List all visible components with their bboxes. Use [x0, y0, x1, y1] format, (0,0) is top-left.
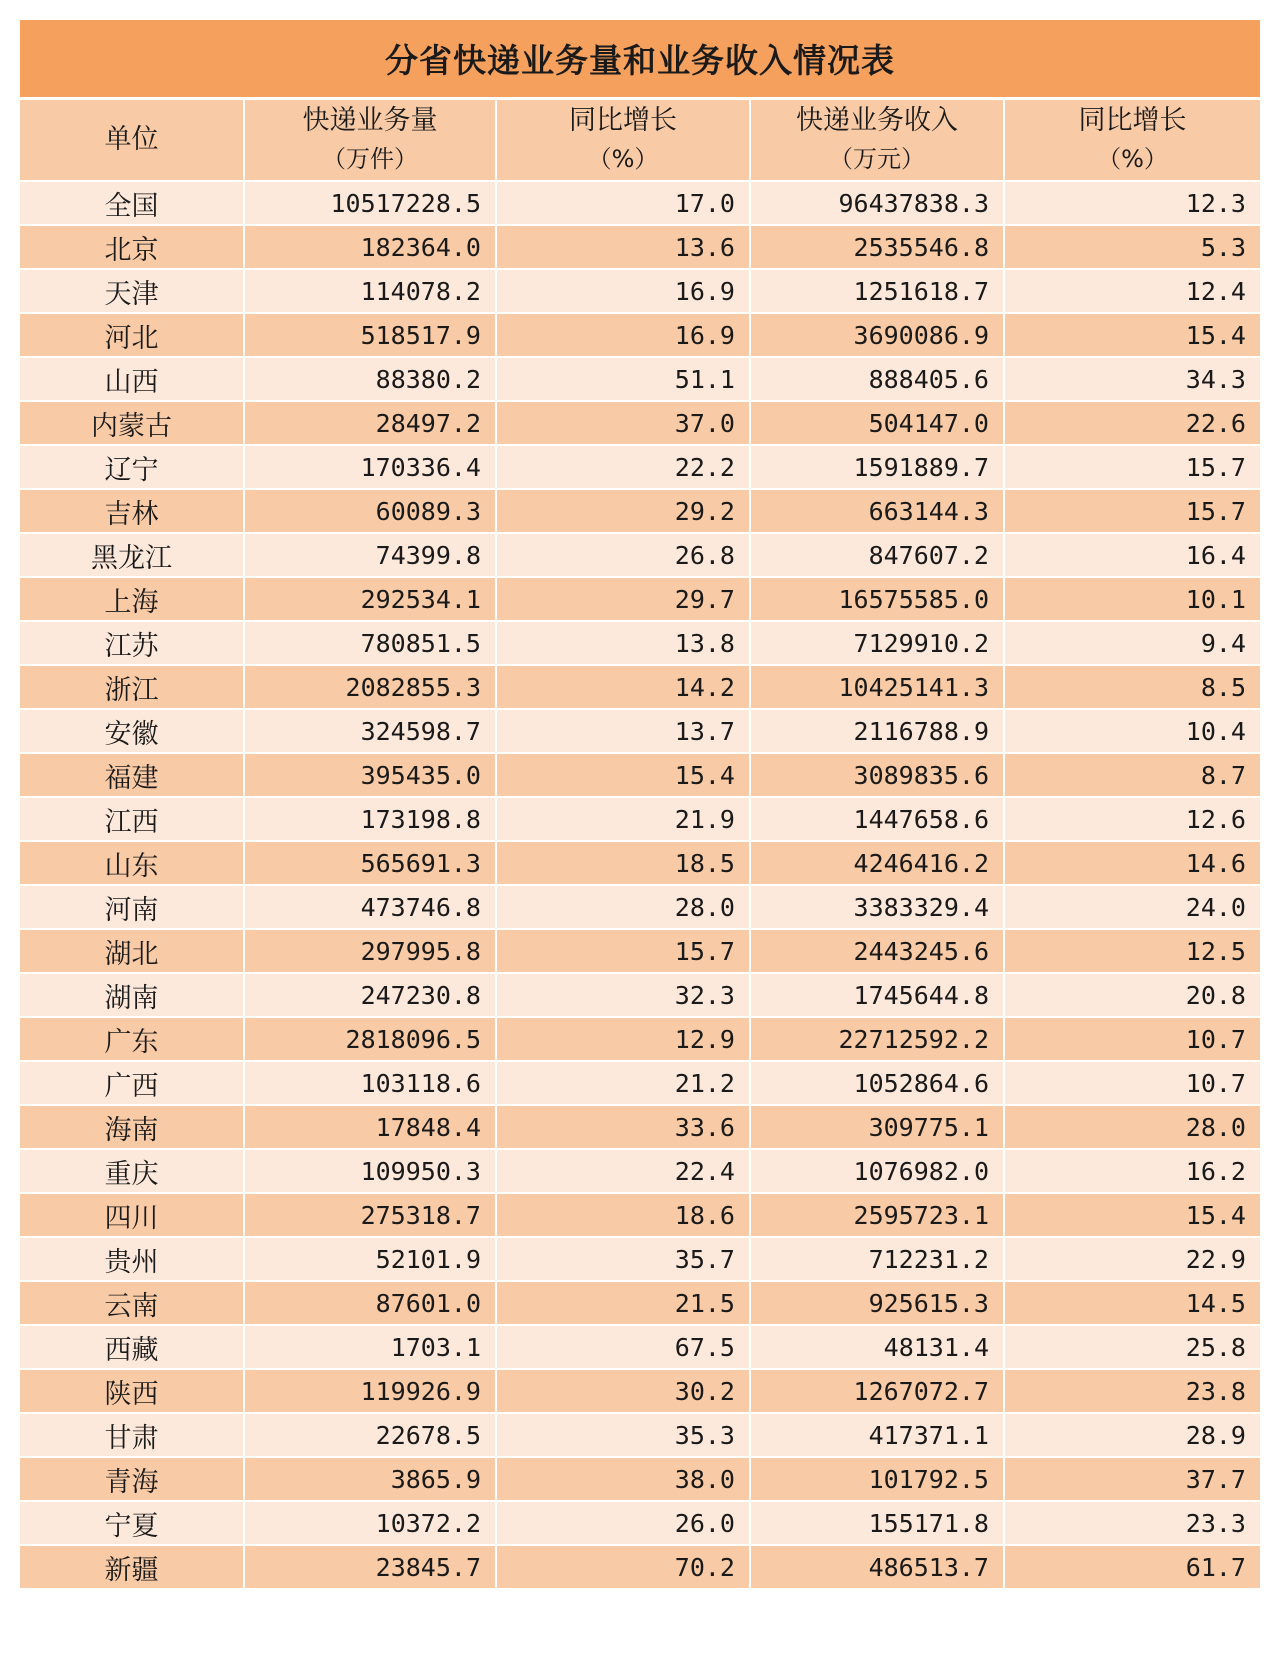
volume-growth-cell: 51.1	[496, 357, 750, 401]
revenue-growth-cell: 15.7	[1004, 445, 1260, 489]
volume-cell: 22678.5	[244, 1413, 496, 1457]
volume-cell: 173198.8	[244, 797, 496, 841]
revenue-growth-cell: 12.4	[1004, 269, 1260, 313]
revenue-growth-cell: 8.7	[1004, 753, 1260, 797]
revenue-cell: 1267072.7	[750, 1369, 1004, 1413]
volume-growth-cell: 18.6	[496, 1193, 750, 1237]
volume-cell: 780851.5	[244, 621, 496, 665]
revenue-cell: 504147.0	[750, 401, 1004, 445]
unit-cell: 云南	[20, 1281, 244, 1325]
volume-cell: 109950.3	[244, 1149, 496, 1193]
table-header-row	[20, 100, 1260, 181]
unit-cell: 河南	[20, 885, 244, 929]
volume-growth-cell: 35.3	[496, 1413, 750, 1457]
unit-cell: 新疆	[20, 1545, 244, 1589]
volume-cell: 87601.0	[244, 1281, 496, 1325]
table-row	[20, 1501, 1260, 1545]
unit-cell: 广西	[20, 1061, 244, 1105]
table-row	[20, 225, 1260, 269]
header-volume-label: 快递业务量	[302, 105, 438, 136]
revenue-growth-cell: 16.4	[1004, 533, 1260, 577]
unit-cell: 青海	[20, 1457, 244, 1501]
volume-cell: 247230.8	[244, 973, 496, 1017]
volume-growth-cell: 29.7	[496, 577, 750, 621]
table-row	[20, 357, 1260, 401]
unit-cell: 浙江	[20, 665, 244, 709]
table-row	[20, 1325, 1260, 1369]
revenue-cell: 1745644.8	[750, 973, 1004, 1017]
volume-growth-cell: 33.6	[496, 1105, 750, 1149]
volume-growth-cell: 17.0	[496, 181, 750, 225]
table-row	[20, 1281, 1260, 1325]
volume-growth-cell: 15.4	[496, 753, 750, 797]
revenue-cell: 1447658.6	[750, 797, 1004, 841]
header-revenue-growth	[1004, 100, 1260, 181]
revenue-growth-cell: 23.3	[1004, 1501, 1260, 1545]
table-row	[20, 1237, 1260, 1281]
unit-cell: 四川	[20, 1193, 244, 1237]
revenue-growth-cell: 10.7	[1004, 1017, 1260, 1061]
unit-cell: 河北	[20, 313, 244, 357]
table-row	[20, 577, 1260, 621]
revenue-growth-cell: 22.6	[1004, 401, 1260, 445]
table-row	[20, 753, 1260, 797]
unit-cell: 上海	[20, 577, 244, 621]
table-row	[20, 621, 1260, 665]
table-title: 分省快递业务量和业务收入情况表	[20, 20, 1260, 100]
revenue-growth-cell: 10.1	[1004, 577, 1260, 621]
unit-cell: 福建	[20, 753, 244, 797]
volume-growth-cell: 13.7	[496, 709, 750, 753]
volume-cell: 60089.3	[244, 489, 496, 533]
header-revenue	[750, 100, 1004, 181]
volume-growth-cell: 37.0	[496, 401, 750, 445]
revenue-cell: 16575585.0	[750, 577, 1004, 621]
revenue-cell: 925615.3	[750, 1281, 1004, 1325]
revenue-growth-cell: 12.6	[1004, 797, 1260, 841]
revenue-growth-cell: 10.7	[1004, 1061, 1260, 1105]
volume-growth-cell: 22.2	[496, 445, 750, 489]
volume-cell: 473746.8	[244, 885, 496, 929]
revenue-cell: 2116788.9	[750, 709, 1004, 753]
volume-growth-cell: 38.0	[496, 1457, 750, 1501]
volume-cell: 2818096.5	[244, 1017, 496, 1061]
header-volume-growth-unit: （%）	[587, 145, 659, 173]
revenue-cell: 2443245.6	[750, 929, 1004, 973]
unit-cell: 重庆	[20, 1149, 244, 1193]
revenue-cell: 4246416.2	[750, 841, 1004, 885]
express-table	[20, 100, 1260, 1590]
revenue-growth-cell: 23.8	[1004, 1369, 1260, 1413]
table-row	[20, 1149, 1260, 1193]
volume-cell: 565691.3	[244, 841, 496, 885]
header-revenue-unit: （万元）	[829, 145, 925, 173]
revenue-cell: 847607.2	[750, 533, 1004, 577]
table-row	[20, 533, 1260, 577]
revenue-growth-cell: 20.8	[1004, 973, 1260, 1017]
volume-cell: 275318.7	[244, 1193, 496, 1237]
unit-cell: 辽宁	[20, 445, 244, 489]
volume-cell: 324598.7	[244, 709, 496, 753]
revenue-cell: 7129910.2	[750, 621, 1004, 665]
revenue-cell: 10425141.3	[750, 665, 1004, 709]
revenue-growth-cell: 28.0	[1004, 1105, 1260, 1149]
unit-cell: 甘肃	[20, 1413, 244, 1457]
volume-growth-cell: 12.9	[496, 1017, 750, 1061]
revenue-cell: 48131.4	[750, 1325, 1004, 1369]
revenue-cell: 3089835.6	[750, 753, 1004, 797]
volume-growth-cell: 29.2	[496, 489, 750, 533]
table-body	[20, 181, 1260, 1589]
revenue-cell: 22712592.2	[750, 1017, 1004, 1061]
header-volume-growth-label: 同比增长	[569, 105, 677, 136]
volume-cell: 292534.1	[244, 577, 496, 621]
header-revenue-growth-unit: （%）	[1097, 145, 1168, 173]
volume-growth-cell: 70.2	[496, 1545, 750, 1589]
revenue-cell: 96437838.3	[750, 181, 1004, 225]
volume-growth-cell: 26.8	[496, 533, 750, 577]
unit-cell: 山西	[20, 357, 244, 401]
revenue-cell: 3383329.4	[750, 885, 1004, 929]
header-volume-growth	[496, 100, 750, 181]
table-row	[20, 885, 1260, 929]
table-row	[20, 709, 1260, 753]
table-row	[20, 665, 1260, 709]
volume-growth-cell: 16.9	[496, 313, 750, 357]
revenue-cell: 1251618.7	[750, 269, 1004, 313]
volume-growth-cell: 18.5	[496, 841, 750, 885]
revenue-growth-cell: 34.3	[1004, 357, 1260, 401]
unit-cell: 广东	[20, 1017, 244, 1061]
header-unit	[20, 100, 244, 181]
volume-cell: 1703.1	[244, 1325, 496, 1369]
volume-growth-cell: 21.5	[496, 1281, 750, 1325]
volume-growth-cell: 32.3	[496, 973, 750, 1017]
volume-growth-cell: 30.2	[496, 1369, 750, 1413]
unit-cell: 安徽	[20, 709, 244, 753]
table-row	[20, 401, 1260, 445]
volume-growth-cell: 13.6	[496, 225, 750, 269]
revenue-cell: 3690086.9	[750, 313, 1004, 357]
volume-growth-cell: 35.7	[496, 1237, 750, 1281]
revenue-growth-cell: 24.0	[1004, 885, 1260, 929]
revenue-growth-cell: 9.4	[1004, 621, 1260, 665]
unit-cell: 江苏	[20, 621, 244, 665]
unit-cell: 吉林	[20, 489, 244, 533]
volume-growth-cell: 21.2	[496, 1061, 750, 1105]
header-revenue-growth-label: 同比增长	[1078, 105, 1187, 136]
revenue-cell: 101792.5	[750, 1457, 1004, 1501]
revenue-cell: 1052864.6	[750, 1061, 1004, 1105]
unit-cell: 湖南	[20, 973, 244, 1017]
unit-cell: 天津	[20, 269, 244, 313]
volume-cell: 114078.2	[244, 269, 496, 313]
unit-cell: 湖北	[20, 929, 244, 973]
volume-growth-cell: 28.0	[496, 885, 750, 929]
revenue-growth-cell: 10.4	[1004, 709, 1260, 753]
table-row	[20, 1457, 1260, 1501]
revenue-cell: 663144.3	[750, 489, 1004, 533]
header-revenue-label: 快递业务收入	[796, 105, 958, 136]
table-row	[20, 797, 1260, 841]
volume-cell: 119926.9	[244, 1369, 496, 1413]
volume-cell: 395435.0	[244, 753, 496, 797]
revenue-cell: 486513.7	[750, 1545, 1004, 1589]
revenue-growth-cell: 15.4	[1004, 313, 1260, 357]
volume-growth-cell: 22.4	[496, 1149, 750, 1193]
revenue-growth-cell: 16.2	[1004, 1149, 1260, 1193]
revenue-growth-cell: 37.7	[1004, 1457, 1260, 1501]
revenue-growth-cell: 15.7	[1004, 489, 1260, 533]
unit-cell: 陕西	[20, 1369, 244, 1413]
volume-cell: 23845.7	[244, 1545, 496, 1589]
header-volume	[244, 100, 496, 181]
revenue-cell: 888405.6	[750, 357, 1004, 401]
unit-cell: 北京	[20, 225, 244, 269]
unit-cell: 全国	[20, 181, 244, 225]
revenue-cell: 309775.1	[750, 1105, 1004, 1149]
volume-growth-cell: 13.8	[496, 621, 750, 665]
unit-cell: 西藏	[20, 1325, 244, 1369]
table-row	[20, 1369, 1260, 1413]
header-unit-label: 单位	[104, 124, 159, 155]
volume-cell: 2082855.3	[244, 665, 496, 709]
table-row	[20, 489, 1260, 533]
volume-cell: 518517.9	[244, 313, 496, 357]
revenue-growth-cell: 12.5	[1004, 929, 1260, 973]
revenue-growth-cell: 5.3	[1004, 225, 1260, 269]
revenue-growth-cell: 14.5	[1004, 1281, 1260, 1325]
table-row	[20, 313, 1260, 357]
table-row	[20, 973, 1260, 1017]
table-row	[20, 1413, 1260, 1457]
revenue-cell: 2595723.1	[750, 1193, 1004, 1237]
revenue-cell: 712231.2	[750, 1237, 1004, 1281]
table-row	[20, 1545, 1260, 1589]
revenue-cell: 155171.8	[750, 1501, 1004, 1545]
volume-growth-cell: 15.7	[496, 929, 750, 973]
table-row	[20, 929, 1260, 973]
revenue-growth-cell: 14.6	[1004, 841, 1260, 885]
revenue-cell: 417371.1	[750, 1413, 1004, 1457]
volume-cell: 297995.8	[244, 929, 496, 973]
volume-cell: 3865.9	[244, 1457, 496, 1501]
revenue-growth-cell: 15.4	[1004, 1193, 1260, 1237]
volume-cell: 182364.0	[244, 225, 496, 269]
volume-growth-cell: 21.9	[496, 797, 750, 841]
table-row	[20, 1105, 1260, 1149]
volume-cell: 103118.6	[244, 1061, 496, 1105]
table-row	[20, 181, 1260, 225]
unit-cell: 山东	[20, 841, 244, 885]
unit-cell: 内蒙古	[20, 401, 244, 445]
revenue-cell: 1076982.0	[750, 1149, 1004, 1193]
volume-growth-cell: 26.0	[496, 1501, 750, 1545]
table-row	[20, 445, 1260, 489]
revenue-growth-cell: 61.7	[1004, 1545, 1260, 1589]
volume-cell: 10517228.5	[244, 181, 496, 225]
table-row	[20, 841, 1260, 885]
table-row	[20, 1061, 1260, 1105]
revenue-growth-cell: 22.9	[1004, 1237, 1260, 1281]
volume-cell: 28497.2	[244, 401, 496, 445]
revenue-cell: 1591889.7	[750, 445, 1004, 489]
volume-cell: 17848.4	[244, 1105, 496, 1149]
volume-growth-cell: 14.2	[496, 665, 750, 709]
unit-cell: 海南	[20, 1105, 244, 1149]
unit-cell: 贵州	[20, 1237, 244, 1281]
volume-cell: 74399.8	[244, 533, 496, 577]
volume-cell: 170336.4	[244, 445, 496, 489]
table-row	[20, 1017, 1260, 1061]
unit-cell: 江西	[20, 797, 244, 841]
volume-growth-cell: 67.5	[496, 1325, 750, 1369]
revenue-growth-cell: 25.8	[1004, 1325, 1260, 1369]
volume-cell: 88380.2	[244, 357, 496, 401]
revenue-growth-cell: 12.3	[1004, 181, 1260, 225]
unit-cell: 宁夏	[20, 1501, 244, 1545]
revenue-growth-cell: 28.9	[1004, 1413, 1260, 1457]
revenue-growth-cell: 8.5	[1004, 665, 1260, 709]
revenue-cell: 2535546.8	[750, 225, 1004, 269]
unit-cell: 黑龙江	[20, 533, 244, 577]
volume-growth-cell: 16.9	[496, 269, 750, 313]
express-table-card	[20, 20, 1260, 1590]
volume-cell: 10372.2	[244, 1501, 496, 1545]
volume-cell: 52101.9	[244, 1237, 496, 1281]
table-row	[20, 269, 1260, 313]
header-volume-unit: （万件）	[322, 145, 418, 173]
table-row	[20, 1193, 1260, 1237]
